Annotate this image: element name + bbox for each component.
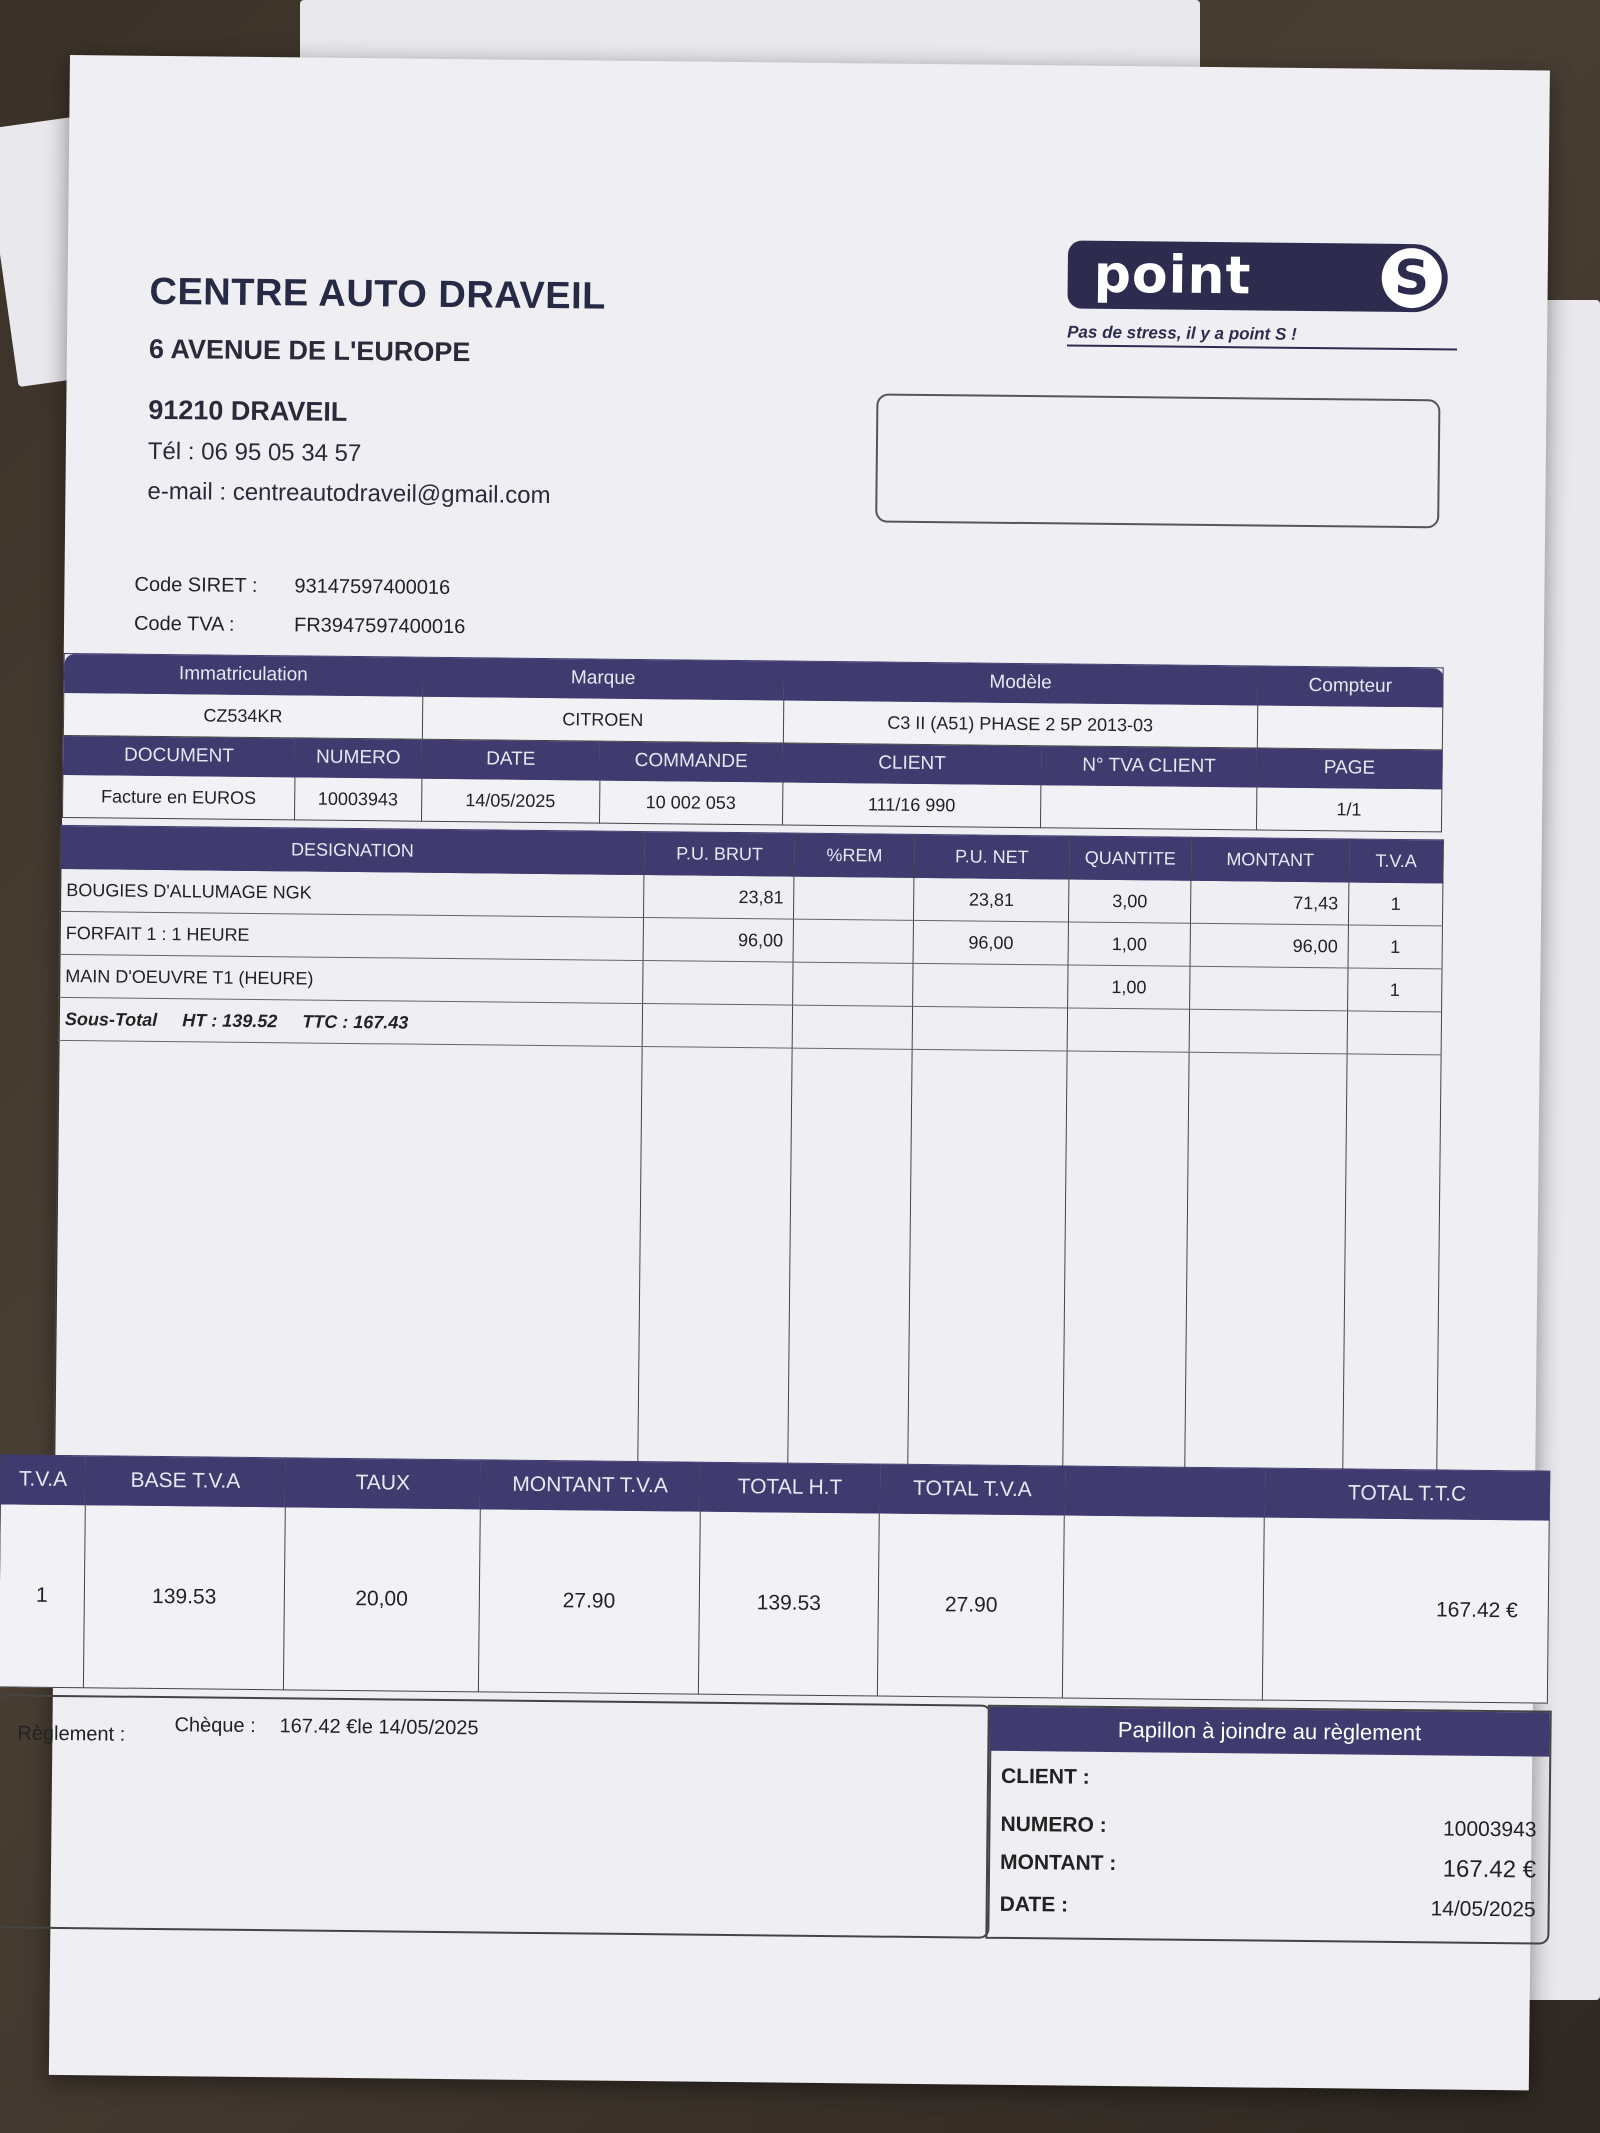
invoice-sheet [17, 55, 1550, 2090]
point-s-logo [1067, 240, 1468, 364]
value-date: 14/05/2025 [421, 778, 599, 823]
line-pu-net: 23,81 [914, 877, 1069, 922]
papillon-numero-label: NUMERO : [1000, 1812, 1107, 1837]
line-pu-brut: 23,81 [644, 875, 794, 920]
company-email: e-mail : centreautodraveil@gmail.com [147, 477, 551, 510]
papillon-numero-value: 10003943 [1442, 1817, 1537, 1842]
header-tva: T.V.A [1349, 839, 1443, 883]
line-designation: MAIN D'OEUVRE T1 (HEURE) [59, 954, 644, 1003]
company-street: 6 AVENUE DE L'EUROPE [148, 333, 471, 368]
subtotal-label: Sous-Total [64, 1008, 158, 1030]
value-tva-code: 1 [0, 1504, 85, 1688]
line-pu-net [913, 963, 1068, 1008]
reglement-label: Règlement : [17, 1722, 126, 1746]
line-montant: 71,43 [1191, 880, 1349, 925]
subtotal-cell [58, 997, 643, 1046]
header-modele: Modèle [783, 661, 1257, 705]
line-pu-brut [643, 961, 793, 1006]
header-pu-net: P.U. NET [914, 834, 1069, 879]
value-numero: 10003943 [294, 777, 422, 821]
papillon-montant-value: 167.42 € [1442, 1855, 1537, 1884]
value-taux: 20,00 [283, 1507, 480, 1692]
value-immatriculation: CZ534KR [63, 692, 422, 739]
value-tva-client [1041, 785, 1257, 830]
empty-lines-area [54, 1040, 1441, 1477]
header-compteur: Compteur [1257, 666, 1443, 707]
value-total-tva: 27.90 [878, 1513, 1065, 1698]
value-base-tva: 139.53 [83, 1505, 285, 1690]
line-tva: 1 [1348, 968, 1442, 1012]
logo-s-icon: S [1381, 248, 1442, 309]
line-rem [793, 919, 913, 963]
header-client: CLIENT [783, 743, 1042, 785]
value-marque: CITROEN [422, 696, 783, 743]
value-page: 1/1 [1256, 787, 1442, 832]
header-commande: COMMANDE [599, 741, 783, 782]
line-rem [793, 962, 913, 1006]
papillon-numero-row [988, 1813, 1548, 1843]
totals-value-row [0, 1504, 1549, 1703]
papillon-date-row [988, 1893, 1548, 1923]
line-quantite: 3,00 [1069, 879, 1191, 923]
company-codes [134, 574, 466, 655]
value-total-ttc: 167.42 € [1262, 1517, 1549, 1703]
header-marque: Marque [423, 657, 784, 700]
papillon-date-label: DATE : [999, 1892, 1069, 1917]
papillon-date-value: 14/05/2025 [1430, 1897, 1536, 1922]
value-document: Facture en EUROS [63, 774, 295, 819]
header-total-ttc: TOTAL T.T.C [1264, 1468, 1549, 1520]
totals-table [0, 1454, 1550, 1703]
header-montant-tva: MONTANT T.V.A [480, 1460, 700, 1511]
line-pu-brut: 96,00 [644, 918, 794, 963]
subtotal-ht: HT : 139.52 [182, 1009, 278, 1031]
value-montant-tva: 27.90 [478, 1509, 700, 1694]
line-rem [794, 876, 914, 920]
header-immatriculation: Immatriculation [64, 653, 423, 696]
papillon-box [985, 1705, 1551, 1945]
company-city: 91210 DRAVEIL [148, 394, 348, 427]
subtotal-ttc: TTC : 167.43 [302, 1010, 409, 1033]
header-total-tva: TOTAL T.V.A [880, 1464, 1065, 1515]
client-address-box [875, 393, 1440, 528]
siret-label: Code SIRET : [134, 573, 258, 597]
reglement-box [0, 1694, 992, 1938]
value-commande: 10 002 053 [599, 780, 783, 825]
line-montant: 96,00 [1190, 923, 1348, 968]
papillon-client-row [989, 1765, 1549, 1795]
header-designation: DESIGNATION [60, 825, 645, 874]
line-pu-net: 96,00 [913, 920, 1068, 965]
lines-table [53, 825, 1444, 1477]
value-modele: C3 II (A51) PHASE 2 5P 2013-03 [783, 700, 1257, 748]
value-client: 111/16 990 [782, 782, 1041, 828]
header-total-ht: TOTAL H.T [700, 1462, 880, 1513]
company-name: CENTRE AUTO DRAVEIL [149, 270, 607, 318]
reglement-mode: Chèque : [174, 1714, 256, 1738]
tva-label: Code TVA : [133, 612, 235, 636]
logo-tagline: Pas de stress, il y a point S ! [1067, 322, 1457, 350]
tva-value: FR3947597400016 [293, 614, 466, 639]
siret-value: 93147597400016 [294, 575, 451, 600]
value-blank [1063, 1515, 1265, 1700]
header-montant: MONTANT [1191, 837, 1349, 882]
value-compteur [1257, 705, 1443, 750]
line-tva: 1 [1348, 882, 1442, 926]
header-taux: TAUX [285, 1458, 480, 1509]
line-montant [1190, 966, 1348, 1011]
papillon-client-label: CLIENT : [1000, 1764, 1090, 1789]
line-designation: BOUGIES D'ALLUMAGE NGK [60, 868, 645, 917]
header-page: PAGE [1257, 748, 1443, 789]
logo-badge [1067, 240, 1448, 312]
line-quantite: 1,00 [1068, 965, 1190, 1009]
header-quantite: QUANTITE [1069, 836, 1191, 880]
reglement-detail: 167.42 €le 14/05/2025 [279, 1715, 479, 1740]
value-total-ht: 139.53 [698, 1511, 880, 1696]
header-blank [1065, 1466, 1265, 1517]
header-document: DOCUMENT [63, 735, 295, 776]
papillon-montant-label: MONTANT : [1000, 1850, 1117, 1876]
papillon-montant-row [988, 1851, 1548, 1885]
header-numero: NUMERO [295, 738, 423, 778]
header-tva-code: T.V.A [0, 1455, 85, 1505]
invoice-table [62, 653, 1444, 832]
company-phone: Tél : 06 95 05 34 57 [147, 437, 362, 468]
logo-word: point [1093, 244, 1252, 307]
header-base-tva: BASE T.V.A [85, 1456, 285, 1507]
header-date: DATE [422, 739, 600, 780]
line-designation: FORFAIT 1 : 1 HEURE [59, 911, 644, 960]
company-header [147, 271, 606, 511]
line-tva: 1 [1348, 925, 1442, 969]
line-quantite: 1,00 [1068, 922, 1190, 966]
papillon-title: Papillon à joindre au règlement [989, 1707, 1549, 1757]
header-tva-client: N° TVA CLIENT [1041, 746, 1257, 787]
header-rem: %REM [794, 833, 914, 877]
header-pu-brut: P.U. BRUT [644, 832, 794, 877]
